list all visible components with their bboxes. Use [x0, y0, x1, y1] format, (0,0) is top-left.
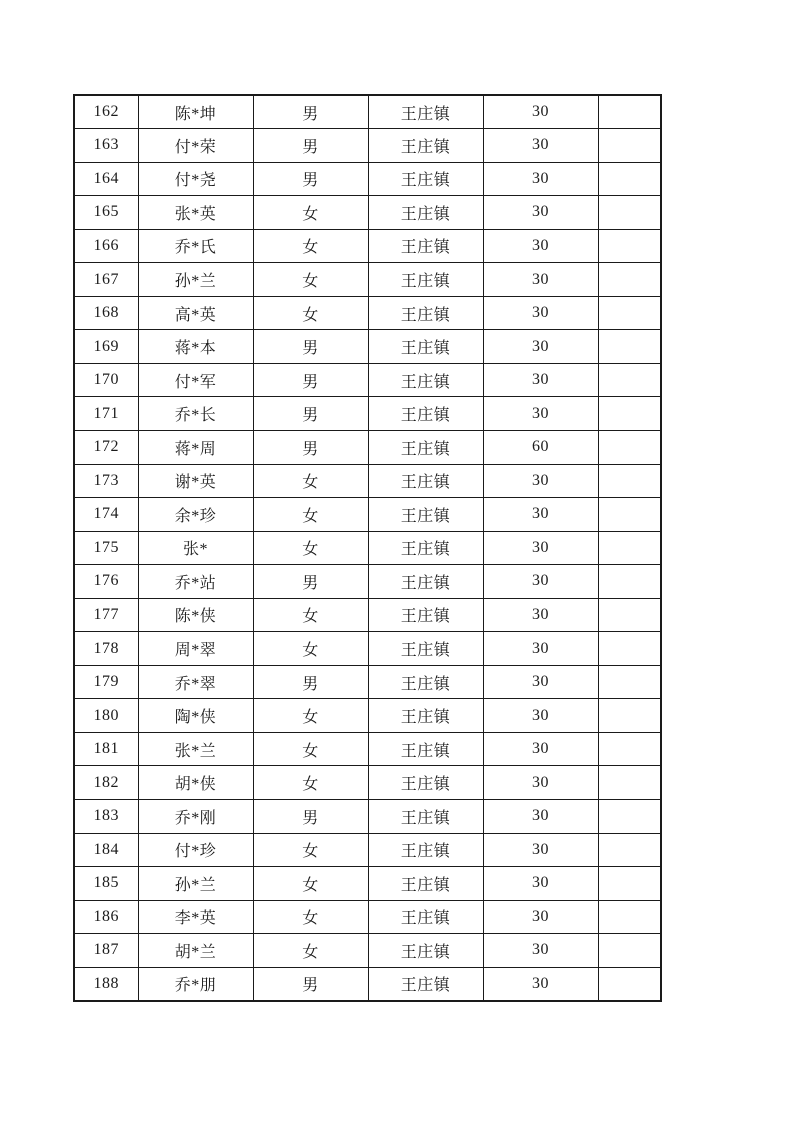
cell-amount: 30 — [483, 565, 598, 599]
cell-town: 王庄镇 — [368, 363, 483, 397]
cell-index: 178 — [74, 632, 138, 666]
cell-amount: 30 — [483, 498, 598, 532]
cell-gender: 男 — [253, 363, 368, 397]
cell-blank — [598, 934, 661, 968]
cell-amount: 30 — [483, 363, 598, 397]
cell-index: 176 — [74, 565, 138, 599]
cell-gender: 男 — [253, 565, 368, 599]
cell-gender: 女 — [253, 833, 368, 867]
roster-table-body — [74, 95, 661, 1001]
cell-blank — [598, 799, 661, 833]
cell-gender: 男 — [253, 665, 368, 699]
cell-blank — [598, 665, 661, 699]
cell-gender: 女 — [253, 296, 368, 330]
cell-name: 胡*兰 — [138, 934, 253, 968]
cell-index: 180 — [74, 699, 138, 733]
cell-name: 乔*朋 — [138, 967, 253, 1001]
table-row — [74, 162, 661, 196]
cell-amount: 30 — [483, 900, 598, 934]
cell-town: 王庄镇 — [368, 799, 483, 833]
cell-town: 王庄镇 — [368, 632, 483, 666]
cell-index: 187 — [74, 934, 138, 968]
cell-name: 乔*长 — [138, 397, 253, 431]
cell-town: 王庄镇 — [368, 95, 483, 129]
cell-gender: 女 — [253, 263, 368, 297]
cell-blank — [598, 129, 661, 163]
cell-gender: 女 — [253, 900, 368, 934]
cell-amount: 30 — [483, 229, 598, 263]
cell-amount: 30 — [483, 196, 598, 230]
cell-amount: 30 — [483, 598, 598, 632]
cell-amount: 30 — [483, 531, 598, 565]
table-row — [74, 799, 661, 833]
cell-blank — [598, 598, 661, 632]
cell-index: 171 — [74, 397, 138, 431]
cell-index: 175 — [74, 531, 138, 565]
cell-blank — [598, 296, 661, 330]
cell-name: 胡*侠 — [138, 766, 253, 800]
cell-town: 王庄镇 — [368, 732, 483, 766]
cell-town: 王庄镇 — [368, 900, 483, 934]
table-row — [74, 900, 661, 934]
cell-town: 王庄镇 — [368, 229, 483, 263]
cell-blank — [598, 330, 661, 364]
cell-town: 王庄镇 — [368, 196, 483, 230]
table-row — [74, 498, 661, 532]
cell-gender: 女 — [253, 498, 368, 532]
cell-amount: 30 — [483, 699, 598, 733]
cell-amount: 30 — [483, 95, 598, 129]
cell-name: 李*英 — [138, 900, 253, 934]
cell-index: 181 — [74, 732, 138, 766]
cell-name: 张* — [138, 531, 253, 565]
table-row — [74, 598, 661, 632]
table-row — [74, 464, 661, 498]
cell-town: 王庄镇 — [368, 330, 483, 364]
cell-index: 174 — [74, 498, 138, 532]
table-row — [74, 196, 661, 230]
cell-town: 王庄镇 — [368, 129, 483, 163]
cell-amount: 30 — [483, 766, 598, 800]
cell-name: 乔*氏 — [138, 229, 253, 263]
cell-gender: 男 — [253, 397, 368, 431]
cell-name: 陶*侠 — [138, 699, 253, 733]
cell-index: 177 — [74, 598, 138, 632]
cell-amount: 30 — [483, 833, 598, 867]
cell-name: 付*尧 — [138, 162, 253, 196]
cell-town: 王庄镇 — [368, 498, 483, 532]
cell-amount: 30 — [483, 632, 598, 666]
cell-index: 168 — [74, 296, 138, 330]
cell-town: 王庄镇 — [368, 665, 483, 699]
cell-blank — [598, 95, 661, 129]
cell-index: 188 — [74, 967, 138, 1001]
cell-name: 蒋*周 — [138, 430, 253, 464]
cell-gender: 女 — [253, 766, 368, 800]
table-row — [74, 263, 661, 297]
roster-table — [73, 94, 662, 1002]
cell-blank — [598, 464, 661, 498]
cell-name: 陈*坤 — [138, 95, 253, 129]
cell-blank — [598, 632, 661, 666]
cell-amount: 60 — [483, 430, 598, 464]
cell-index: 172 — [74, 430, 138, 464]
cell-blank — [598, 263, 661, 297]
cell-index: 186 — [74, 900, 138, 934]
cell-name: 余*珍 — [138, 498, 253, 532]
cell-gender: 男 — [253, 95, 368, 129]
cell-blank — [598, 900, 661, 934]
cell-town: 王庄镇 — [368, 296, 483, 330]
cell-index: 185 — [74, 867, 138, 901]
cell-blank — [598, 565, 661, 599]
cell-town: 王庄镇 — [368, 430, 483, 464]
cell-name: 张*英 — [138, 196, 253, 230]
cell-index: 165 — [74, 196, 138, 230]
cell-name: 乔*刚 — [138, 799, 253, 833]
cell-index: 170 — [74, 363, 138, 397]
cell-gender: 女 — [253, 732, 368, 766]
cell-amount: 30 — [483, 129, 598, 163]
table-row — [74, 330, 661, 364]
cell-town: 王庄镇 — [368, 531, 483, 565]
cell-name: 蒋*本 — [138, 330, 253, 364]
table-row — [74, 229, 661, 263]
cell-index: 184 — [74, 833, 138, 867]
cell-gender: 女 — [253, 632, 368, 666]
cell-blank — [598, 196, 661, 230]
cell-gender: 女 — [253, 934, 368, 968]
cell-blank — [598, 867, 661, 901]
cell-amount: 30 — [483, 934, 598, 968]
table-row — [74, 531, 661, 565]
cell-town: 王庄镇 — [368, 598, 483, 632]
cell-blank — [598, 430, 661, 464]
cell-index: 183 — [74, 799, 138, 833]
cell-blank — [598, 766, 661, 800]
cell-name: 付*珍 — [138, 833, 253, 867]
cell-blank — [598, 363, 661, 397]
cell-town: 王庄镇 — [368, 565, 483, 599]
table-row — [74, 833, 661, 867]
table-row — [74, 430, 661, 464]
cell-index: 167 — [74, 263, 138, 297]
cell-name: 乔*翠 — [138, 665, 253, 699]
cell-town: 王庄镇 — [368, 766, 483, 800]
cell-town: 王庄镇 — [368, 464, 483, 498]
table-row — [74, 95, 661, 129]
cell-blank — [598, 162, 661, 196]
cell-name: 谢*英 — [138, 464, 253, 498]
cell-gender: 女 — [253, 699, 368, 733]
cell-blank — [598, 229, 661, 263]
table-row — [74, 296, 661, 330]
cell-gender: 男 — [253, 430, 368, 464]
cell-town: 王庄镇 — [368, 934, 483, 968]
cell-gender: 男 — [253, 129, 368, 163]
cell-name: 周*翠 — [138, 632, 253, 666]
cell-name: 张*兰 — [138, 732, 253, 766]
cell-name: 孙*兰 — [138, 263, 253, 297]
cell-gender: 男 — [253, 799, 368, 833]
cell-gender: 女 — [253, 867, 368, 901]
cell-name: 付*军 — [138, 363, 253, 397]
cell-blank — [598, 531, 661, 565]
cell-gender: 女 — [253, 196, 368, 230]
cell-index: 166 — [74, 229, 138, 263]
cell-town: 王庄镇 — [368, 699, 483, 733]
table-row — [74, 766, 661, 800]
cell-index: 182 — [74, 766, 138, 800]
cell-blank — [598, 498, 661, 532]
cell-gender: 男 — [253, 162, 368, 196]
cell-index: 169 — [74, 330, 138, 364]
table-row — [74, 967, 661, 1001]
cell-amount: 30 — [483, 967, 598, 1001]
cell-amount: 30 — [483, 162, 598, 196]
table-row — [74, 867, 661, 901]
cell-amount: 30 — [483, 330, 598, 364]
cell-blank — [598, 397, 661, 431]
cell-town: 王庄镇 — [368, 397, 483, 431]
table-row — [74, 632, 661, 666]
cell-index: 173 — [74, 464, 138, 498]
table-row — [74, 732, 661, 766]
table-row — [74, 665, 661, 699]
cell-index: 162 — [74, 95, 138, 129]
cell-amount: 30 — [483, 665, 598, 699]
cell-gender: 男 — [253, 330, 368, 364]
cell-gender: 男 — [253, 967, 368, 1001]
cell-index: 179 — [74, 665, 138, 699]
cell-amount: 30 — [483, 397, 598, 431]
table-row — [74, 397, 661, 431]
table-row — [74, 565, 661, 599]
cell-gender: 女 — [253, 229, 368, 263]
table-row — [74, 934, 661, 968]
cell-amount: 30 — [483, 296, 598, 330]
cell-name: 高*英 — [138, 296, 253, 330]
table-row — [74, 363, 661, 397]
cell-gender: 女 — [253, 531, 368, 565]
cell-gender: 女 — [253, 598, 368, 632]
cell-amount: 30 — [483, 799, 598, 833]
cell-blank — [598, 732, 661, 766]
cell-name: 乔*站 — [138, 565, 253, 599]
cell-amount: 30 — [483, 732, 598, 766]
cell-blank — [598, 699, 661, 733]
table-row — [74, 129, 661, 163]
cell-town: 王庄镇 — [368, 967, 483, 1001]
table-row — [74, 699, 661, 733]
cell-town: 王庄镇 — [368, 867, 483, 901]
cell-amount: 30 — [483, 263, 598, 297]
cell-name: 孙*兰 — [138, 867, 253, 901]
cell-index: 164 — [74, 162, 138, 196]
cell-index: 163 — [74, 129, 138, 163]
cell-amount: 30 — [483, 867, 598, 901]
cell-town: 王庄镇 — [368, 162, 483, 196]
cell-name: 陈*侠 — [138, 598, 253, 632]
cell-blank — [598, 833, 661, 867]
cell-town: 王庄镇 — [368, 833, 483, 867]
cell-name: 付*荣 — [138, 129, 253, 163]
cell-town: 王庄镇 — [368, 263, 483, 297]
cell-blank — [598, 967, 661, 1001]
cell-amount: 30 — [483, 464, 598, 498]
cell-gender: 女 — [253, 464, 368, 498]
